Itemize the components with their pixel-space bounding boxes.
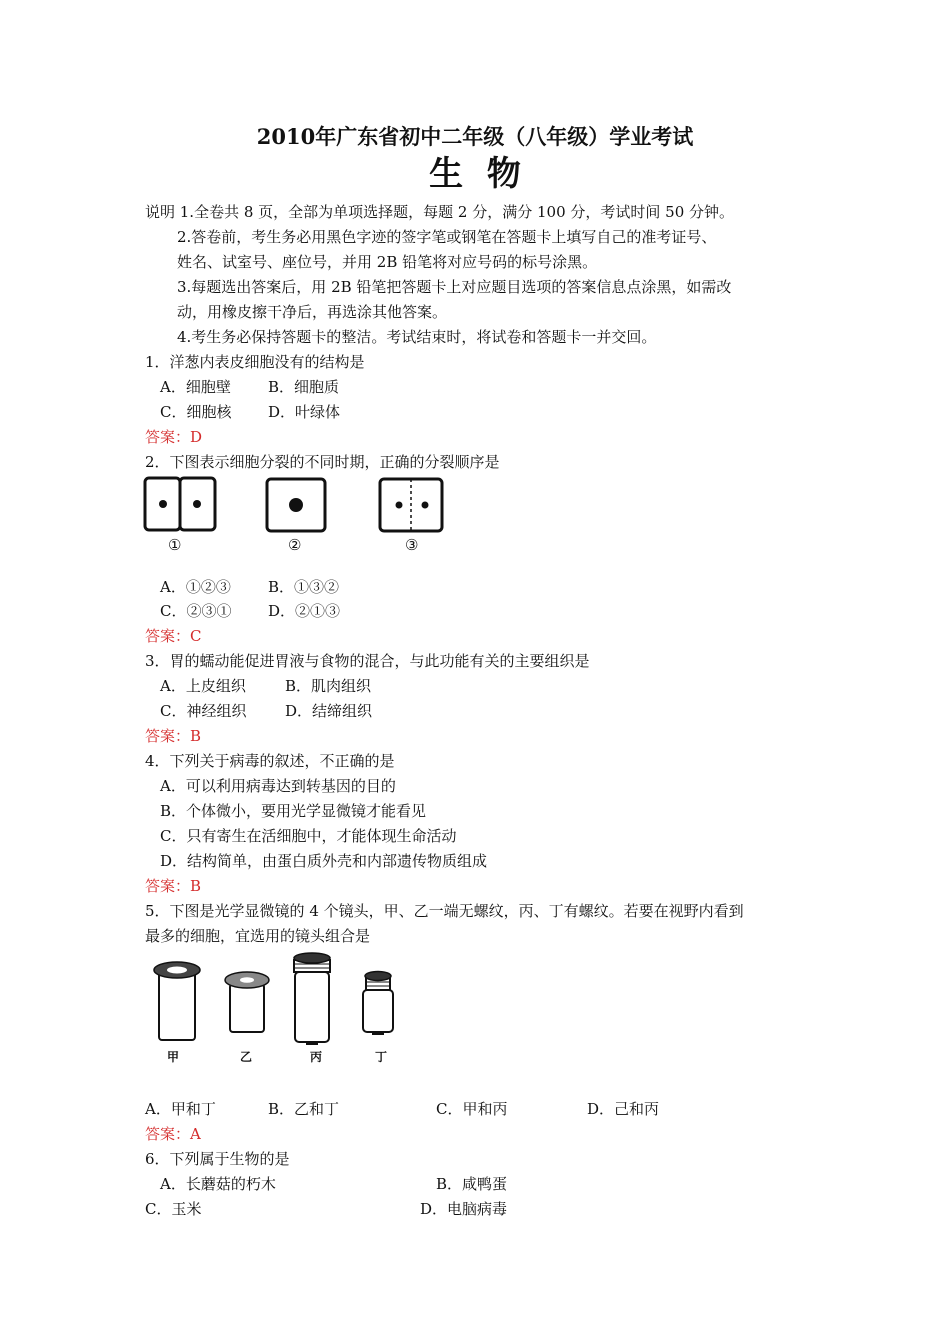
answer: 答案：A (145, 1125, 201, 1143)
instruction-3-cont: 动，用橡皮擦干净后，再选涂其他答案。 (177, 303, 448, 321)
option-b: B．个体微小，要用光学显微镜才能看见 (160, 802, 427, 820)
option-c: C．②③① (160, 602, 232, 620)
option-b: B．①③② (268, 578, 340, 596)
lens-ding (363, 972, 393, 1036)
nucleus (422, 502, 429, 509)
option-c: C．细胞核 (160, 403, 232, 421)
option-a: A．长蘑菇的朽木 (160, 1175, 276, 1193)
option-b: B．乙和丁 (268, 1100, 340, 1118)
option-c: C．玉米 (145, 1200, 202, 1218)
option-c: C．甲和丙 (436, 1100, 508, 1118)
figure-label-1: ① (168, 536, 182, 554)
nucleus (193, 500, 201, 508)
lens-bing (294, 953, 330, 1045)
figure-label-jia: 甲 (167, 1050, 180, 1064)
subject-title: 生 物 (429, 154, 521, 194)
option-a: A．上皮组织 (160, 677, 246, 695)
option-d: D．结构简单，由蛋白质外壳和内部遗传物质组成 (160, 852, 488, 870)
option-d: D．②①③ (268, 602, 341, 620)
instruction-3: 3.每题选出答案后，用 2B 铅笔把答题卡上对应题目选项的答案信息点涂黑，如需改 (177, 278, 732, 296)
lens-yi (225, 972, 269, 1032)
question-stem-line-1: 5．下图是光学显微镜的 4 个镜头，甲、乙一端无螺纹，丙、丁有螺纹。若要在视野内看到 (145, 902, 744, 920)
option-b: B．细胞质 (268, 378, 340, 396)
nucleus (396, 502, 403, 509)
question-stem: 2．下图表示细胞分裂的不同时期，正确的分裂顺序是 (145, 453, 500, 471)
option-d: D．电脑病毒 (420, 1200, 508, 1218)
instruction-2-cont: 姓名、试室号、座位号，并用 2B 铅笔将对应号码的标号涂黑。 (177, 253, 598, 271)
nucleus (289, 498, 303, 512)
question-stem: 3．胃的蠕动能促进胃液与食物的混合，与此功能有关的主要组织是 (145, 652, 590, 670)
answer: 答案：D (145, 428, 203, 446)
option-a: A．甲和丁 (145, 1100, 216, 1118)
option-a: A．可以利用病毒达到转基因的目的 (160, 777, 396, 795)
instruction-4: 4.考生务必保持答题卡的整洁。考试结束时，将试卷和答题卡一并交回。 (177, 328, 657, 346)
answer: 答案：B (145, 877, 202, 895)
option-b: B．肌肉组织 (285, 677, 372, 695)
option-b: B．咸鸭蛋 (436, 1175, 508, 1193)
question-stem-line-2: 最多的细胞，宜选用的镜头组合是 (145, 927, 371, 945)
option-c: C．只有寄生在活细胞中，才能体现生命活动 (160, 827, 457, 845)
option-d: D．结缔组织 (285, 702, 373, 720)
question-stem: 6．下列属于生物的是 (145, 1150, 290, 1168)
option-c: C．神经组织 (160, 702, 247, 720)
option-d: D．叶绿体 (268, 403, 341, 421)
answer: 答案：C (145, 627, 202, 645)
figure-label-ding: 丁 (375, 1050, 388, 1064)
cell-division-figure (140, 473, 460, 533)
lens-jia (154, 962, 200, 1040)
option-a: A．①②③ (160, 578, 231, 596)
option-a: A．细胞壁 (160, 378, 231, 396)
answer: 答案：B (145, 727, 202, 745)
figure-label-bing: 丙 (310, 1050, 323, 1064)
question-stem: 4．下列关于病毒的叙述，不正确的是 (145, 752, 395, 770)
figure-label-3: ③ (405, 536, 419, 554)
question-stem: 1．洋葱内表皮细胞没有的结构是 (145, 353, 365, 371)
figure-label-yi: 乙 (240, 1050, 253, 1064)
exam-title: 2010年广东省初中二年级（八年级）学业考试 (256, 124, 694, 149)
option-d: D．己和丙 (587, 1100, 660, 1118)
instruction-1: 说明 1.全卷共 8 页，全部为单项选择题，每题 2 分，满分 100 分，考试时间 50 分钟。 (145, 203, 735, 221)
figure-label-2: ② (288, 536, 302, 554)
instruction-2: 2.答卷前，考生务必用黑色字迹的签字笔或钢笔在答题卡上填写自己的准考证号、 (177, 228, 717, 246)
nucleus (159, 500, 167, 508)
microscope-lens-figure (145, 950, 425, 1060)
